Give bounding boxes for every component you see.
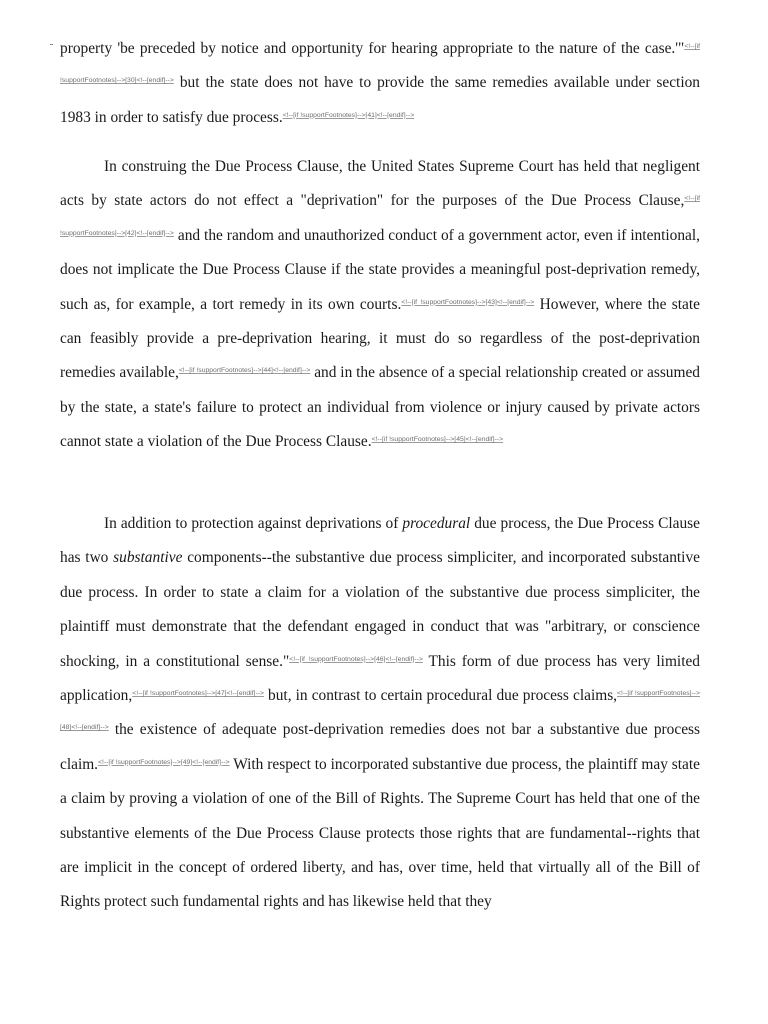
scan-artifact-mark (50, 44, 53, 45)
paragraph-1-text-1: property 'be preceded by notice and opportunity for hearing appropriate to the nature of the case.'" (60, 40, 685, 57)
paragraph-1 (60, 32, 700, 135)
paragraph-3-text-7: With respect to incorporated substantive due process, the plaintiff may state a claim by proving a violation of one of the Bill of Rights. The Supreme Court has held that one of the substantive elements of the Due Process Clause protects those rights that are fundamental--rights that are implicit in the concept of ordered liberty, and has, over time, held that virtually all of the Bill of Rights protect such fundamental rights and has likewise held that they (60, 755, 700, 911)
paragraph-3-text-4: This form of due process has very limited application, (60, 652, 700, 705)
paragraph-2-text-3: However, where the state can feasibly provide a pre-deprivation hearing, it must do so regardless of the post-deprivation remedies available, (60, 295, 700, 382)
footnote-ref-47[interactable]: <!--[if !supportFootnotes]-->[47]<!--[endif]--> (132, 690, 264, 698)
paragraph-3 (60, 507, 700, 920)
paragraph-2-text-1: In construing the Due Process Clause, the United States Supreme Court has held that negligent acts by state actors do not effect a "deprivation" for the purposes of the Due Process Clause, (60, 158, 700, 210)
footnote-ref-49[interactable]: <!--[if !supportFootnotes]-->[49]<!--[endif]--> (98, 758, 230, 766)
paragraph-3-text-5: but, in contrast to certain procedural due process claims, (263, 687, 618, 705)
paragraph-3-text-1: In addition to protection against deprivations of (104, 515, 403, 532)
paragraph-3-text-6: the existence of adequate post-deprivation remedies does not bar a substantive due process claim. (60, 721, 700, 773)
paragraph-2 (60, 150, 700, 460)
footnote-ref-45[interactable]: <!--[if !supportFootnotes]-->[45]<!--[endif]--> (371, 436, 504, 444)
paragraph-1-text-2: but the state does not have to provide the same remedies available under section 1983 in order to satisfy due process. (60, 74, 700, 126)
paragraph-3-emphasis-procedural: procedural (402, 515, 471, 532)
footnote-ref-46[interactable]: <!--[if !supportFootnotes]-->[46]<!--[endif]--> (289, 655, 423, 663)
footnote-ref-43[interactable]: <!--[if !supportFootnotes]-->[43]<!--[endif]--> (401, 298, 535, 306)
paragraph-3-text-3: components--the substantive due process simpliciter, and incorporated substantive due process. In order to state a claim for a violation of the substantive due process simpliciter, the plaintiff must demonstrate that the defendant engaged in conduct that was "arbitrary, or conscience shocking, in a constitutional sense." (60, 549, 700, 670)
paragraph-2-text-4: and in the absence of a special relationship created or assumed by the state, a state's failure to protect an individual from violence or injury caused by private actors cannot state a violation of the Due Process Clause. (60, 364, 700, 451)
footnote-ref-41[interactable]: <!--[if !supportFootnotes]-->[41]<!--[endif]--> (282, 111, 415, 119)
footnote-ref-30[interactable]: <!--[if !supportFootnotes]-->[30]<!--[endif]--> (60, 43, 700, 85)
paragraph-2-text-2: and the random and unauthorized conduct of a government actor, even if intentional, does not implicate the Due Process Clause if the state provides a meaningful post-deprivation remedy, such as, for example, a tort remedy in its own courts. (60, 226, 700, 313)
footnote-ref-42[interactable]: <!--[if !supportFootnotes]-->[42]<!--[endif]--> (60, 195, 700, 237)
paragraph-3-emphasis-substantive: substantive (113, 549, 183, 567)
footnote-ref-48[interactable]: <!--[if !supportFootnotes]-->[48]<!--[endif]--> (60, 690, 701, 732)
paragraph-3-text-2: due process, the Due Process Clause has two (60, 515, 700, 567)
footnote-ref-44[interactable]: <!--[if !supportFootnotes]-->[44]<!--[endif]--> (178, 367, 311, 375)
